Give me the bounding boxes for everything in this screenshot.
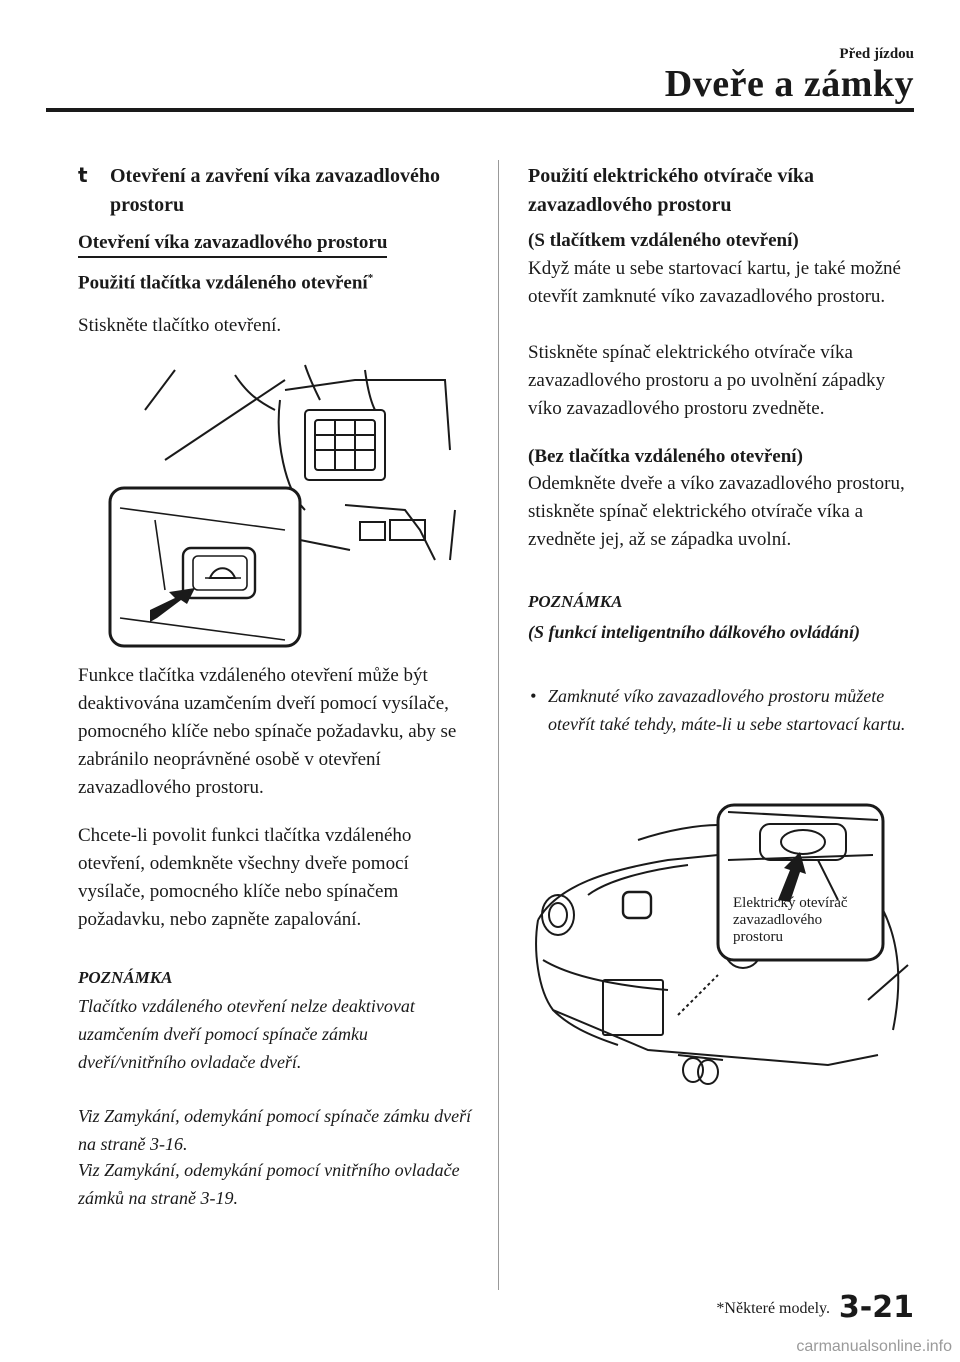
page-number: 3-21 <box>838 1290 914 1325</box>
left-note-2: Viz Zamykání, odemykání pomocí spínače zámku dveří na straně 3-16. <box>78 1106 472 1154</box>
left-note-3: Viz Zamykání, odemykání pomocí vnitřního ovladače zámků na straně 3-19. <box>78 1160 460 1208</box>
trunk-release-button-illustration <box>105 360 465 650</box>
left-paragraph-2: Chcete-li povolit funkci tlačítka vzdáleného otevření, odemkněte všechny dveře pomocí vysílače, pomocného klíče nebo spínačem požadavku, nebo zapněte zapalování. <box>78 825 412 930</box>
right-sub-2: (Bez tlačítka vzdáleného otevření) <box>528 446 803 467</box>
heading-marker: t <box>78 163 88 187</box>
footnote: *Některé modely. <box>716 1300 830 1317</box>
figure-label-line-1: Elektrický otevírač <box>733 895 848 911</box>
left-intro: Stiskněte tlačítko otevření. <box>78 315 282 336</box>
figure-label-line-3: prostoru <box>733 929 783 945</box>
section-title: Dveře a zámky <box>664 63 914 105</box>
watermark: carmanualsonline.info <box>796 1338 952 1355</box>
left-note-1: Tlačítko vzdáleného otevření nelze deaktivovat uzamčením dveří pomocí spínače zámku dveří/vnitřního ovladače dveří. <box>78 996 415 1072</box>
right-bullet-text: Zamknuté víko zavazadlového prostoru můžete otevřít také tehdy, máte-li u sebe startovací kartu. <box>548 686 906 734</box>
footnote-star: * <box>367 272 374 284</box>
right-note-title: POZNÁMKA <box>528 592 623 611</box>
car-rear-trunk-opener-illustration <box>528 800 928 1100</box>
left-subheading-2-text: Použití tlačítka vzdáleného otevření <box>78 272 368 294</box>
right-sub-1: (S tlačítkem vzdáleného otevření) <box>528 230 799 251</box>
figure-label-line-2: zavazadlového <box>733 912 823 928</box>
left-subheading: Otevření víka zavazadlového prostoru <box>78 232 387 258</box>
left-heading: Otevření a zavření víka zavazadlového prostoru <box>110 165 440 216</box>
left-subheading-2 <box>78 272 373 294</box>
left-paragraph-1: Funkce tlačítka vzdáleného otevření může být deaktivována uzamčením dveří pomocí vysílače, pomocného klíče nebo spínače požadavku, aby se zabránilo neoprávněné osobě v otevření zavazadlového prostoru. <box>78 665 457 798</box>
header-rule <box>46 108 914 112</box>
right-bullet-item <box>530 682 915 738</box>
right-paragraph-1: Když máte u sebe startovací kartu, je také možné otevřít zamknuté víko zavazadlového prostoru. <box>528 258 901 307</box>
right-paragraph-3: Odemkněte dveře a víko zavazadlového prostoru, stiskněte spínač elektrického otvírače víka a zvedněte jej, až se západka uvolní. <box>528 473 905 550</box>
left-note-title: POZNÁMKA <box>78 968 173 987</box>
bullet-dot: • <box>530 686 537 706</box>
right-paragraph-2: Stiskněte spínač elektrického otvírače víka zavazadlového prostoru a po uvolnění západky víko zavazadlového prostoru zvedněte. <box>528 342 886 419</box>
column-divider <box>498 160 499 1290</box>
right-note-sub: (S funkcí inteligentního dálkového ovládání) <box>528 622 861 642</box>
right-heading: Použití elektrického otvírače víka zavazadlového prostoru <box>528 165 815 216</box>
section-title-small: Před jízdou <box>839 46 914 62</box>
